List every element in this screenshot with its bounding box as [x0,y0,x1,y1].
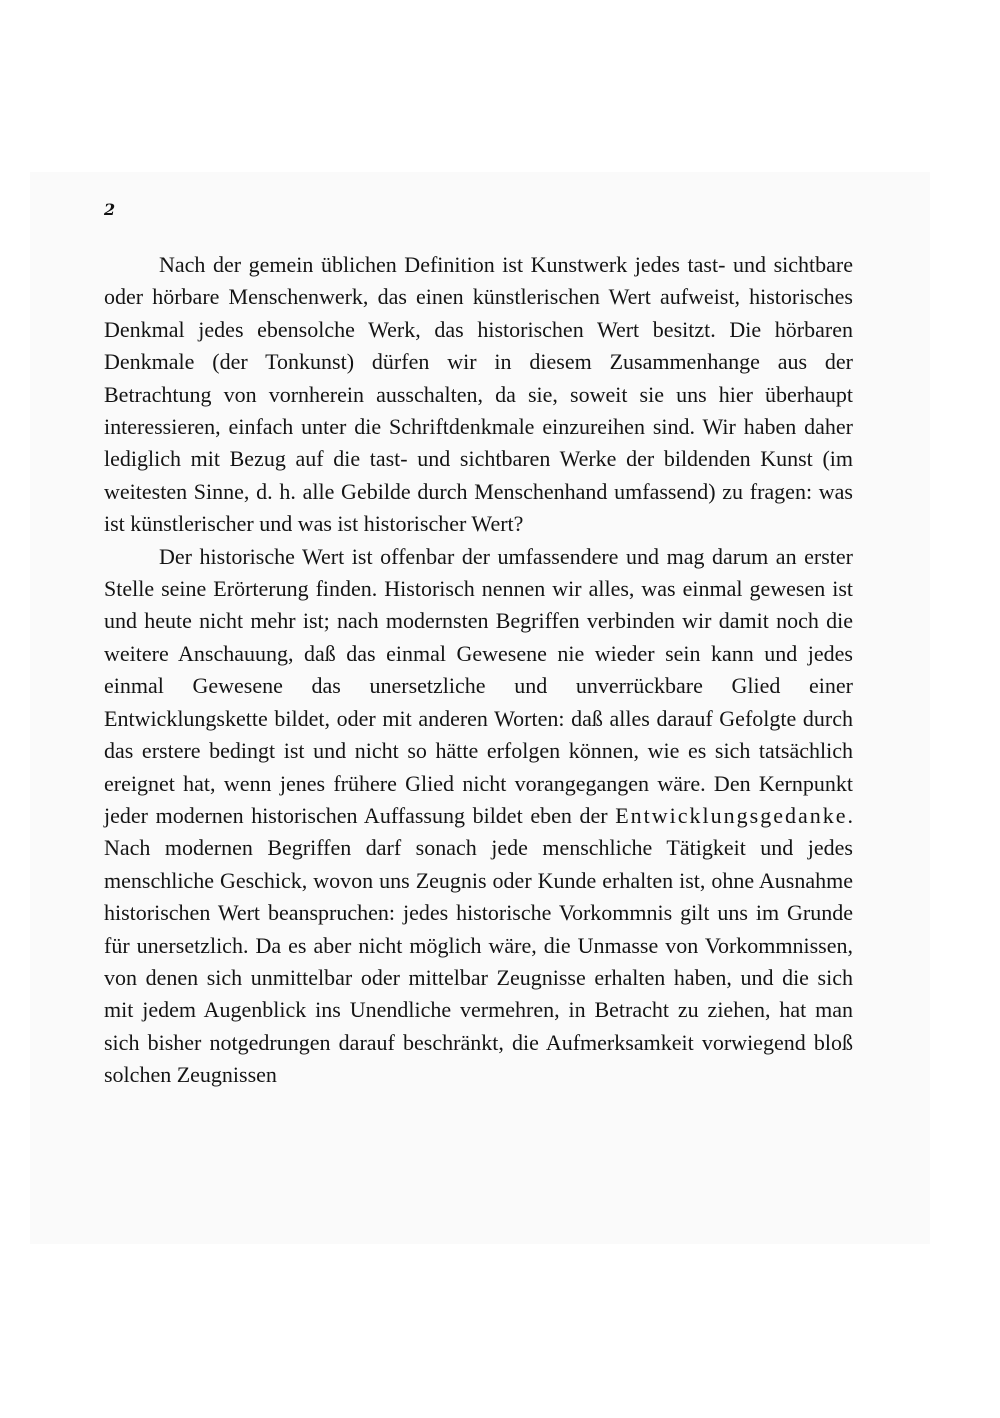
paragraph-definitions [104,249,853,541]
body-text [104,249,853,1092]
paragraph-text: . Nach modernen Begriffen darf sonach jede menschliche Tätigkeit und jedes menschliche Geschick, wovon uns Zeugnis oder Kunde erhalten ist, ohne Ausnahme historischen Wert beanspruchen: jedes historische Vorkommnis gilt uns im Grunde für unersetzlich. Da es aber nicht möglich wäre, die Unmasse von Vorkommnissen, von denen sich unmittelbar oder mittelbar Zeugnisse erhalten haben, und die sich mit jedem Augenblick ins Unendliche vermehren, in Betracht zu ziehen, hat man sich bisher notgedrungen darauf beschränkt, die Aufmerksamkeit vorwiegend bloß solchen Zeugnissen [104,802,853,1088]
paragraph-text: Nach der gemein üblichen Definition ist Kunstwerk jedes tast- und sichtbare oder hörbare Menschenwerk, das einen künstlerischen Wert aufweist, historisches Denkmal jedes ebensolche Werk, das historischen Wert besitzt. Die hörbaren Denkmale (der Tonkunst) dürfen wir in diesem Zusammenhange aus der Betrachtung von vornherein ausschalten, da sie, soweit sie uns hier überhaupt interessieren, einfach unter die Schriftdenkmale einzureihen sind. Wir haben daher lediglich mit Bezug auf die tast- und sichtbaren Werke der bildenden Kunst (im weitesten Sinne, d. h. alle Gebilde durch Menschenhand umfassend) zu fragen: was ist künstlerischer und was ist historischer Wert? [104,252,853,537]
page-number: 2 [104,200,116,219]
emphasized-term: Entwicklungsgedanke [615,802,848,828]
paragraph-historical-value [104,541,853,1092]
paragraph-text: Der historische Wert ist offenbar der umfassendere und mag darum an erster Stelle seine Erörterung finden. Historisch nennen wir alles, was einmal gewesen ist und heute nicht mehr ist; nach modernsten Begriffen verbinden wir damit noch die weitere Anschauung, daß das einmal Gewesene nie wieder sein kann und jedes einmal Gewesene das unersetzliche und unverrückbare Glied einer Entwicklungskette bildet, oder mit anderen Worten: daß alles darauf Gefolgte durch das erstere bedingt ist und nicht so hätte erfolgen können, wie es sich tatsächlich ereignet hat, wenn jenes frühere Glied nicht vorangegangen wäre. Den Kernpunkt jeder modernen historischen Auffassung bildet eben der [104,543,853,828]
